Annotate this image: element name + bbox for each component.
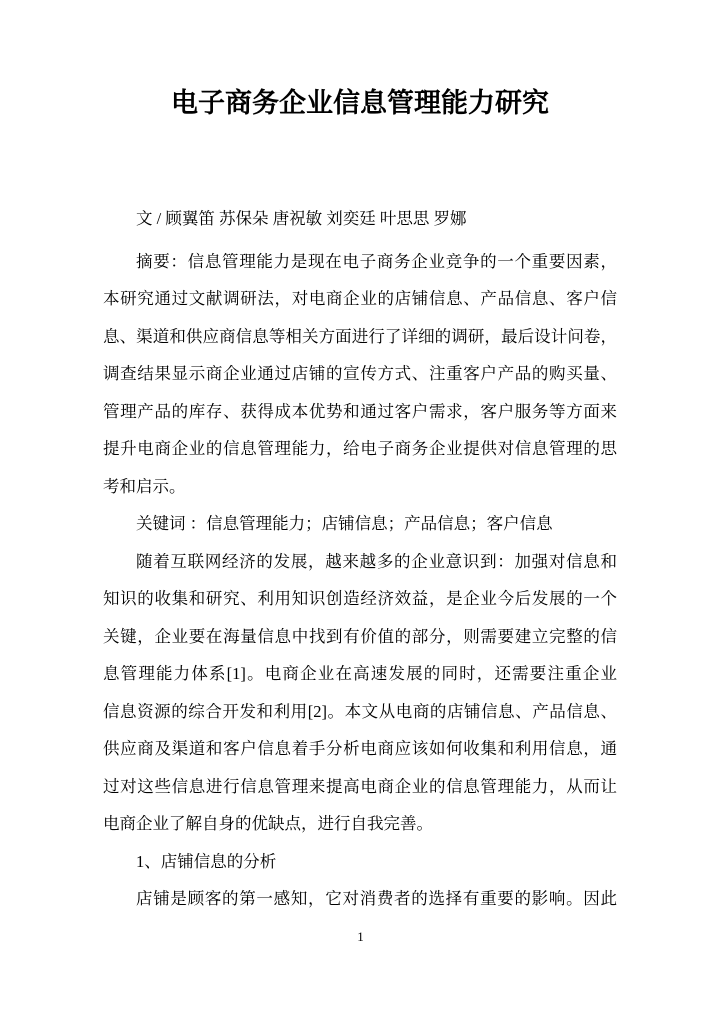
document-title: 电子商务企业信息管理能力研究: [171, 88, 549, 118]
introduction-paragraph-line: 息管理能力体系[1]。电商企业在高速发展的同时，还需要注重企业: [103, 664, 617, 683]
keywords-line-line: 关键词 ：信息管理能力；店铺信息；产品信息；客户信息: [136, 514, 553, 533]
section-1-heading: [103, 843, 617, 881]
section-1-paragraph: [103, 880, 617, 918]
text-column: [103, 0, 617, 918]
introduction-paragraph: [103, 543, 617, 843]
abstract-paragraph-line: 摘要：信息管理能力是现在电子商务企业竞争的一个重要因素，: [136, 251, 617, 271]
abstract-paragraph-line: 调查结果显示商企业通过店铺的宣传方式、注重客户产品的购买量、: [103, 364, 617, 383]
section-1-heading-line: 1、店铺信息的分析: [136, 851, 277, 871]
abstract-paragraph-line: 管理产品的库存、获得成本优势和通过客户需求，客户服务等方面来: [103, 401, 617, 421]
document-body: [103, 243, 617, 918]
introduction-paragraph-line: 随着互联网经济的发展，越来越多的企业意识到：加强对信息和: [136, 551, 617, 571]
abstract-paragraph-line: 考和启示。: [103, 476, 186, 496]
abstract-paragraph: [103, 243, 617, 506]
abstract-paragraph-line: 本研究通过文献调研法，对电商企业的店铺信息、产品信息、客户信: [103, 289, 617, 308]
introduction-paragraph-line: 电商企业了解自身的优缺点，进行自我完善。: [103, 814, 433, 833]
keywords-line: [103, 505, 617, 543]
page-number: 1: [357, 929, 364, 944]
introduction-paragraph-line: 信息资源的综合开发和利用[2]。本文从电商的店铺信息、产品信息、: [103, 701, 617, 721]
introduction-paragraph-line: 过对这些信息进行信息管理来提高电商企业的信息管理能力，从而让: [103, 776, 617, 796]
introduction-paragraph-line: 知识的收集和研究、利用知识创造经济效益，是企业今后发展的一个: [103, 589, 617, 608]
introduction-paragraph-line: 关键，企业要在海量信息中找到有价值的部分，则需要建立完整的信: [103, 626, 617, 646]
introduction-paragraph-line: 供应商及渠道和客户信息着手分析电商应该如何收集和利用信息，通: [103, 739, 617, 758]
abstract-paragraph-line: 提升电商企业的信息管理能力，给电子商务企业提供对信息管理的思: [103, 439, 617, 458]
byline: 文 / 顾翼笛 苏保朵 唐祝敏 刘奕廷 叶思思 罗娜: [136, 209, 467, 228]
abstract-paragraph-line: 息、渠道和供应商信息等相关方面进行了详细的调研，最后设计问卷，: [103, 326, 617, 346]
section-1-paragraph-line: 店铺是顾客的第一感知，它对消费者的选择有重要的影响。因此: [136, 889, 617, 908]
